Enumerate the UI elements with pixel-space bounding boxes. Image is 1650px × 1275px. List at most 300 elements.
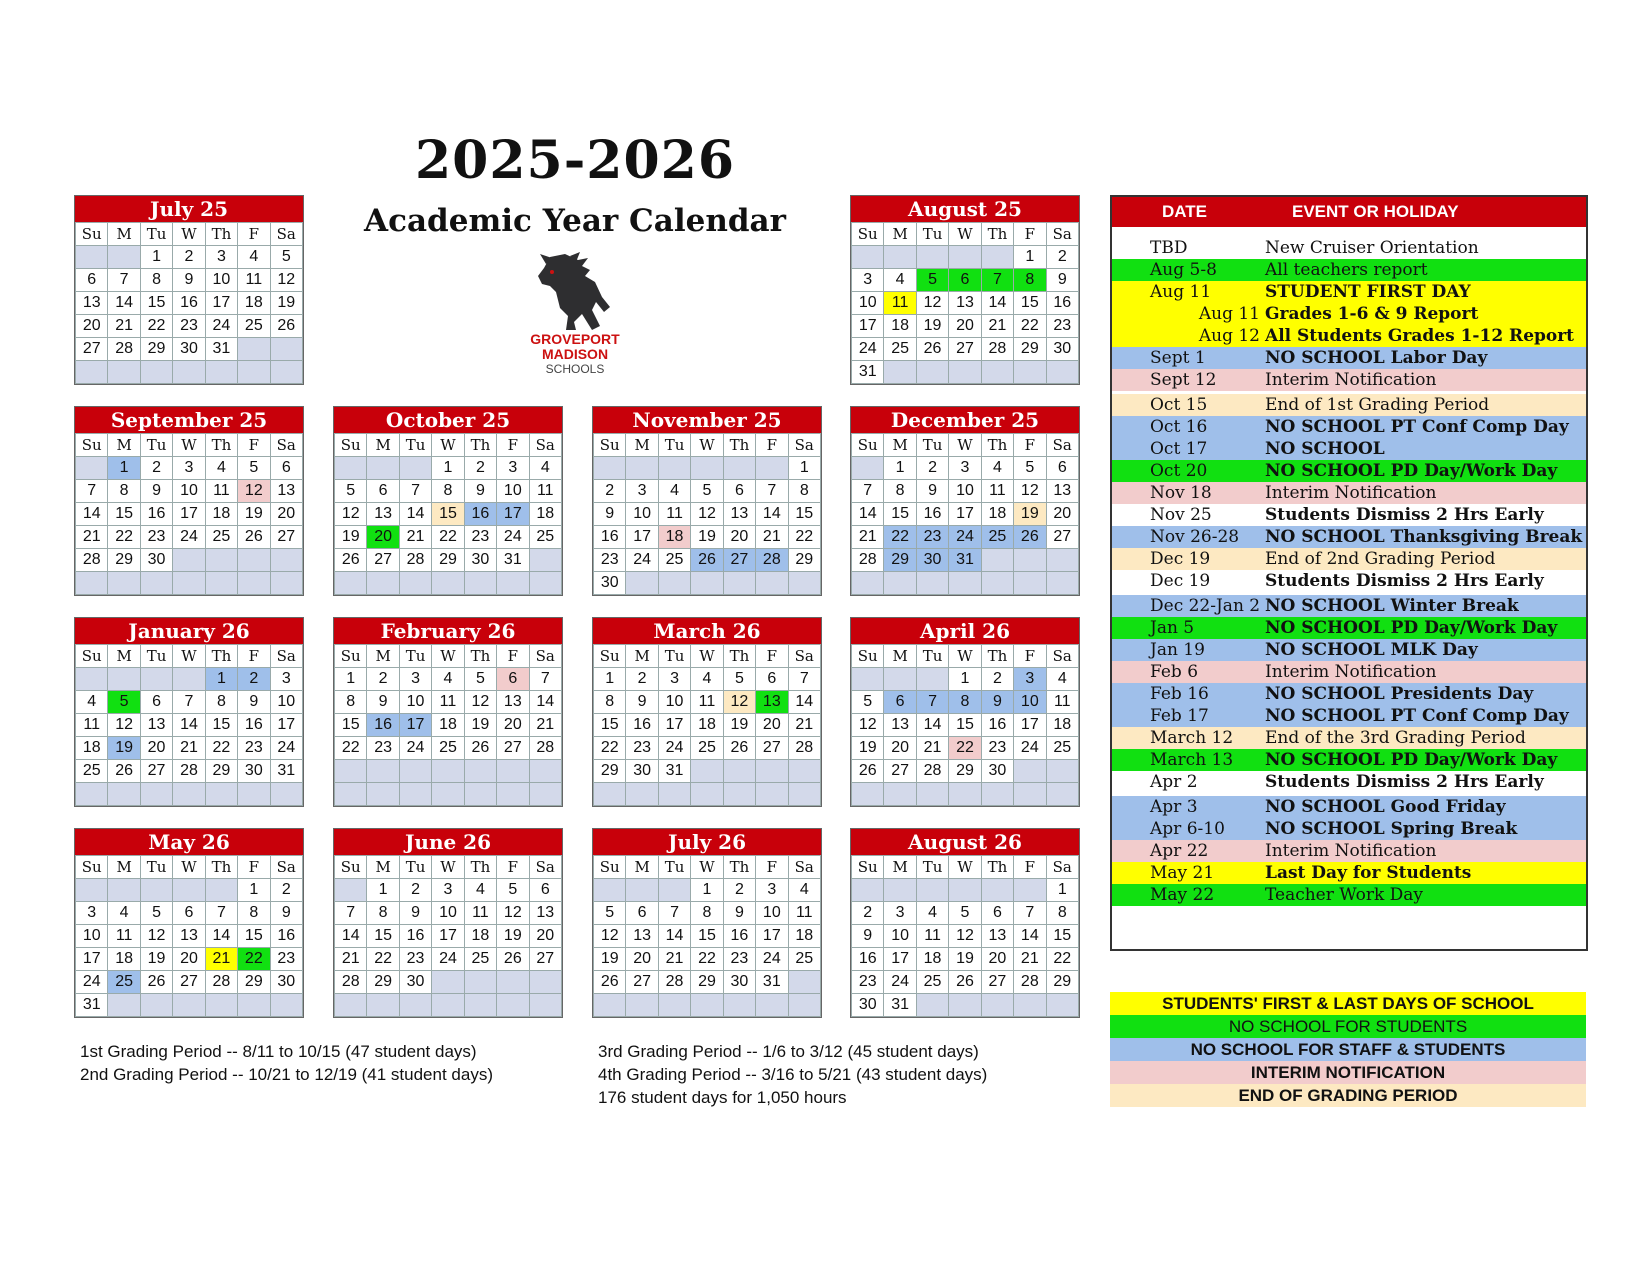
day-cell: 1 xyxy=(432,457,464,480)
event-description: Last Day for Students xyxy=(1265,863,1472,883)
day-cell: 30 xyxy=(626,760,658,783)
day-cell: 19 xyxy=(691,526,723,549)
event-row xyxy=(1112,548,1586,570)
day-cell: 13 xyxy=(949,292,981,315)
day-cell: 1 xyxy=(205,668,237,691)
empty-cell xyxy=(140,668,172,691)
day-cell: 11 xyxy=(916,925,948,948)
day-cell: 25 xyxy=(658,549,690,572)
empty-cell xyxy=(626,457,658,480)
day-cell: 2 xyxy=(723,879,755,902)
day-cell: 21 xyxy=(916,737,948,760)
day-cell: 25 xyxy=(788,948,820,971)
event-date: Feb 17 xyxy=(1150,706,1209,726)
day-cell: 30 xyxy=(399,971,431,994)
day-cell: 20 xyxy=(497,714,529,737)
events-header-date: DATE xyxy=(1162,202,1208,221)
month-calendar xyxy=(850,195,1080,385)
day-cell: 11 xyxy=(788,902,820,925)
weekday-label: Sa xyxy=(529,856,561,879)
empty-cell xyxy=(140,572,172,595)
day-cell: 7 xyxy=(108,269,140,292)
empty-cell xyxy=(949,361,981,384)
empty-cell xyxy=(852,246,884,269)
day-cell: 20 xyxy=(949,315,981,338)
empty-cell xyxy=(756,572,788,595)
day-cell: 6 xyxy=(270,457,302,480)
empty-cell xyxy=(335,783,367,806)
day-cell: 10 xyxy=(205,269,237,292)
empty-cell xyxy=(884,879,916,902)
day-cell: 14 xyxy=(981,292,1013,315)
weekday-label: Th xyxy=(205,856,237,879)
day-cell: 15 xyxy=(949,714,981,737)
event-description: NO SCHOOL xyxy=(1265,439,1385,459)
empty-cell xyxy=(173,783,205,806)
empty-cell xyxy=(76,246,108,269)
empty-cell xyxy=(335,457,367,480)
weekday-label: F xyxy=(238,856,270,879)
day-cell: 17 xyxy=(497,503,529,526)
empty-cell xyxy=(691,783,723,806)
month-title: March 26 xyxy=(593,618,821,644)
day-cell: 4 xyxy=(658,480,690,503)
day-cell: 11 xyxy=(981,480,1013,503)
weekday-label: Th xyxy=(981,434,1013,457)
weekday-label: M xyxy=(884,434,916,457)
day-cell: 30 xyxy=(238,760,270,783)
day-cell: 19 xyxy=(594,948,626,971)
day-cell: 22 xyxy=(788,526,820,549)
empty-cell xyxy=(949,246,981,269)
event-description: Teacher Work Day xyxy=(1265,885,1424,905)
day-cell: 10 xyxy=(497,480,529,503)
day-cell: 22 xyxy=(594,737,626,760)
day-cell: 22 xyxy=(691,948,723,971)
color-legend xyxy=(1110,992,1586,1107)
empty-cell xyxy=(238,361,270,384)
empty-cell xyxy=(723,783,755,806)
day-cell: 24 xyxy=(205,315,237,338)
day-cell: 5 xyxy=(464,668,496,691)
empty-cell xyxy=(1046,549,1078,572)
day-cell: 26 xyxy=(140,971,172,994)
day-cell: 15 xyxy=(205,714,237,737)
day-cell: 29 xyxy=(432,549,464,572)
day-cell: 30 xyxy=(723,971,755,994)
day-cell: 30 xyxy=(594,572,626,595)
empty-cell xyxy=(205,879,237,902)
day-cell: 23 xyxy=(723,948,755,971)
empty-cell xyxy=(626,994,658,1017)
day-cell: 18 xyxy=(1046,714,1078,737)
events-header xyxy=(1112,197,1586,227)
day-cell: 18 xyxy=(981,503,1013,526)
event-date: TBD xyxy=(1150,238,1188,258)
empty-cell xyxy=(464,994,496,1017)
day-cell: 28 xyxy=(852,549,884,572)
day-cell: 28 xyxy=(173,760,205,783)
day-cell: 22 xyxy=(884,526,916,549)
day-cell: 13 xyxy=(173,925,205,948)
day-cell: 3 xyxy=(1014,668,1046,691)
event-date: Jan 19 xyxy=(1150,640,1205,660)
empty-cell xyxy=(852,457,884,480)
event-date: Nov 18 xyxy=(1150,483,1212,503)
day-cell: 8 xyxy=(367,902,399,925)
weekday-label: Su xyxy=(594,856,626,879)
empty-cell xyxy=(108,246,140,269)
day-cell: 1 xyxy=(949,668,981,691)
day-cell: 14 xyxy=(852,503,884,526)
day-cell: 9 xyxy=(723,902,755,925)
weekday-label: Th xyxy=(205,434,237,457)
weekday-label: Th xyxy=(723,645,755,668)
day-cell: 27 xyxy=(626,971,658,994)
month-calendar xyxy=(850,617,1080,807)
empty-cell xyxy=(464,971,496,994)
events-table xyxy=(1110,195,1588,951)
day-cell: 9 xyxy=(916,480,948,503)
day-cell: 10 xyxy=(270,691,302,714)
event-date: Apr 3 xyxy=(1150,797,1198,817)
event-row xyxy=(1112,325,1586,347)
event-date: Apr 22 xyxy=(1150,841,1209,861)
weekday-label: F xyxy=(756,856,788,879)
empty-cell xyxy=(140,994,172,1017)
day-cell: 19 xyxy=(916,315,948,338)
empty-cell xyxy=(723,994,755,1017)
empty-cell xyxy=(432,783,464,806)
day-cell: 7 xyxy=(1014,902,1046,925)
event-description: Interim Notification xyxy=(1265,370,1437,390)
day-cell: 14 xyxy=(76,503,108,526)
day-cell: 25 xyxy=(981,526,1013,549)
empty-cell xyxy=(981,549,1013,572)
day-cell: 7 xyxy=(529,668,561,691)
event-row xyxy=(1112,617,1586,639)
weekday-label: Tu xyxy=(399,645,431,668)
empty-cell xyxy=(756,760,788,783)
event-description: End of the 3rd Grading Period xyxy=(1265,728,1526,748)
day-cell: 26 xyxy=(852,760,884,783)
weekday-label: Sa xyxy=(270,645,302,668)
empty-cell xyxy=(1046,994,1078,1017)
day-cell: 27 xyxy=(270,526,302,549)
day-cell: 2 xyxy=(367,668,399,691)
day-cell: 16 xyxy=(981,714,1013,737)
day-cell: 26 xyxy=(497,948,529,971)
day-cell: 17 xyxy=(852,315,884,338)
day-cell: 1 xyxy=(691,879,723,902)
grading-notes-right xyxy=(598,1040,987,1109)
day-cell: 20 xyxy=(756,714,788,737)
day-cell: 1 xyxy=(108,457,140,480)
day-cell: 17 xyxy=(949,503,981,526)
day-cell: 13 xyxy=(140,714,172,737)
day-cell: 24 xyxy=(658,737,690,760)
weekday-label: Tu xyxy=(140,645,172,668)
empty-cell xyxy=(1014,549,1046,572)
event-row xyxy=(1112,237,1586,259)
empty-cell xyxy=(432,760,464,783)
event-description: NO SCHOOL Labor Day xyxy=(1265,348,1488,368)
day-cell: 8 xyxy=(691,902,723,925)
empty-cell xyxy=(140,879,172,902)
day-cell: 18 xyxy=(238,292,270,315)
weekday-label: Sa xyxy=(1046,645,1078,668)
day-cell: 21 xyxy=(399,526,431,549)
empty-cell xyxy=(529,760,561,783)
day-cell: 3 xyxy=(884,902,916,925)
day-cell: 2 xyxy=(852,902,884,925)
event-row xyxy=(1112,570,1586,592)
day-cell: 11 xyxy=(76,714,108,737)
day-cell: 8 xyxy=(238,902,270,925)
day-cell: 5 xyxy=(594,902,626,925)
event-description: NO SCHOOL Thanksgiving Break xyxy=(1265,527,1583,547)
day-cell: 4 xyxy=(788,879,820,902)
day-cell: 9 xyxy=(270,902,302,925)
day-cell: 29 xyxy=(1014,338,1046,361)
event-date: Jan 5 xyxy=(1150,618,1195,638)
day-cell: 4 xyxy=(205,457,237,480)
empty-cell xyxy=(173,549,205,572)
day-cell: 10 xyxy=(658,691,690,714)
event-description: NO SCHOOL Spring Break xyxy=(1265,819,1518,839)
weekday-label: M xyxy=(626,645,658,668)
day-cell: 10 xyxy=(626,503,658,526)
weekday-label: Tu xyxy=(399,856,431,879)
empty-cell xyxy=(1014,760,1046,783)
day-cell: 7 xyxy=(335,902,367,925)
month-calendar xyxy=(592,617,822,807)
grading-note: 176 student days for 1,050 hours xyxy=(598,1088,847,1107)
empty-cell xyxy=(884,246,916,269)
day-cell: 18 xyxy=(658,526,690,549)
event-row xyxy=(1112,796,1586,818)
day-cell: 17 xyxy=(205,292,237,315)
day-cell: 5 xyxy=(270,246,302,269)
weekday-label: Tu xyxy=(658,645,690,668)
empty-cell xyxy=(76,668,108,691)
day-cell: 8 xyxy=(432,480,464,503)
day-cell: 16 xyxy=(723,925,755,948)
event-description: All teachers report xyxy=(1265,260,1428,280)
weekday-label: M xyxy=(108,434,140,457)
day-cell: 15 xyxy=(367,925,399,948)
day-cell: 16 xyxy=(626,714,658,737)
empty-cell xyxy=(884,572,916,595)
event-description: NO SCHOOL Presidents Day xyxy=(1265,684,1534,704)
day-cell: 13 xyxy=(626,925,658,948)
day-cell: 17 xyxy=(76,948,108,971)
day-cell: 27 xyxy=(367,549,399,572)
event-row xyxy=(1112,862,1586,884)
day-cell: 22 xyxy=(1014,315,1046,338)
day-cell: 10 xyxy=(432,902,464,925)
event-date: Aug 12 xyxy=(1198,326,1260,346)
day-cell: 24 xyxy=(756,948,788,971)
day-cell: 23 xyxy=(1046,315,1078,338)
empty-cell xyxy=(981,879,1013,902)
empty-cell xyxy=(884,783,916,806)
day-cell: 6 xyxy=(529,879,561,902)
event-description: Students Dismiss 2 Hrs Early xyxy=(1265,772,1544,792)
event-row xyxy=(1112,259,1586,281)
empty-cell xyxy=(270,549,302,572)
empty-cell xyxy=(367,457,399,480)
event-row xyxy=(1112,303,1586,325)
day-cell: 23 xyxy=(852,971,884,994)
weekday-label: Sa xyxy=(529,645,561,668)
event-date: Sept 1 xyxy=(1150,348,1206,368)
month-title: January 26 xyxy=(75,618,303,644)
day-cell: 5 xyxy=(238,457,270,480)
event-description: NO SCHOOL PD Day/Work Day xyxy=(1265,750,1558,770)
weekday-label: Tu xyxy=(140,223,172,246)
empty-cell xyxy=(238,783,270,806)
weekday-label: Th xyxy=(981,856,1013,879)
empty-cell xyxy=(76,457,108,480)
empty-cell xyxy=(788,994,820,1017)
day-cell: 10 xyxy=(173,480,205,503)
day-cell: 9 xyxy=(173,269,205,292)
event-row xyxy=(1112,281,1586,303)
weekday-label: Tu xyxy=(916,856,948,879)
day-cell: 20 xyxy=(981,948,1013,971)
day-cell: 6 xyxy=(140,691,172,714)
day-cell: 10 xyxy=(399,691,431,714)
empty-cell xyxy=(173,994,205,1017)
day-cell: 19 xyxy=(108,737,140,760)
day-cell: 24 xyxy=(270,737,302,760)
day-cell: 4 xyxy=(108,902,140,925)
grading-note: 1st Grading Period -- 8/11 to 10/15 (47 student days) xyxy=(80,1042,477,1061)
day-cell: 29 xyxy=(691,971,723,994)
day-cell: 20 xyxy=(1046,503,1078,526)
day-cell: 1 xyxy=(1014,246,1046,269)
day-cell: 11 xyxy=(432,691,464,714)
day-cell: 6 xyxy=(884,691,916,714)
day-cell: 26 xyxy=(691,549,723,572)
weekday-label: W xyxy=(949,223,981,246)
day-cell: 18 xyxy=(916,948,948,971)
weekday-label: Su xyxy=(852,434,884,457)
day-cell: 11 xyxy=(691,691,723,714)
day-cell: 20 xyxy=(76,315,108,338)
weekday-label: F xyxy=(238,223,270,246)
day-cell: 7 xyxy=(658,902,690,925)
weekday-label: Su xyxy=(852,223,884,246)
day-cell: 2 xyxy=(981,668,1013,691)
empty-cell xyxy=(1014,572,1046,595)
day-cell: 19 xyxy=(238,503,270,526)
day-cell: 16 xyxy=(140,503,172,526)
weekday-label: Th xyxy=(981,223,1013,246)
day-cell: 13 xyxy=(723,503,755,526)
day-cell: 18 xyxy=(464,925,496,948)
day-cell: 2 xyxy=(916,457,948,480)
empty-cell xyxy=(432,971,464,994)
day-cell: 23 xyxy=(238,737,270,760)
weekday-label: Su xyxy=(594,434,626,457)
event-row xyxy=(1112,639,1586,661)
empty-cell xyxy=(529,549,561,572)
day-cell: 23 xyxy=(464,526,496,549)
event-row xyxy=(1112,683,1586,705)
empty-cell xyxy=(497,971,529,994)
day-cell: 31 xyxy=(658,760,690,783)
day-cell: 30 xyxy=(270,971,302,994)
empty-cell xyxy=(529,971,561,994)
empty-cell xyxy=(76,572,108,595)
day-cell: 3 xyxy=(852,269,884,292)
day-cell: 26 xyxy=(723,737,755,760)
day-cell: 31 xyxy=(949,549,981,572)
event-row xyxy=(1112,840,1586,862)
day-cell: 4 xyxy=(916,902,948,925)
day-cell: 1 xyxy=(335,668,367,691)
event-date: Sept 12 xyxy=(1150,370,1217,390)
month-title: April 26 xyxy=(851,618,1079,644)
weekday-label: Th xyxy=(723,434,755,457)
empty-cell xyxy=(788,783,820,806)
day-cell: 21 xyxy=(173,737,205,760)
day-cell: 14 xyxy=(205,925,237,948)
event-description: NO SCHOOL PD Day/Work Day xyxy=(1265,461,1558,481)
day-cell: 15 xyxy=(1046,925,1078,948)
day-cell: 26 xyxy=(1014,526,1046,549)
day-cell: 14 xyxy=(756,503,788,526)
day-cell: 3 xyxy=(497,457,529,480)
day-cell: 8 xyxy=(594,691,626,714)
day-cell: 17 xyxy=(756,925,788,948)
day-cell: 29 xyxy=(140,338,172,361)
day-cell: 10 xyxy=(852,292,884,315)
day-cell: 26 xyxy=(464,737,496,760)
weekday-label: Th xyxy=(723,856,755,879)
day-cell: 3 xyxy=(626,480,658,503)
day-cell: 27 xyxy=(723,549,755,572)
calendar-title: 2025-2026 xyxy=(414,130,736,191)
month-calendar xyxy=(850,406,1080,596)
empty-cell xyxy=(205,549,237,572)
day-cell: 18 xyxy=(788,925,820,948)
logo-text-1: GROVEPORT xyxy=(530,331,620,347)
day-cell: 3 xyxy=(399,668,431,691)
grading-note: 3rd Grading Period -- 1/6 to 3/12 (45 student days) xyxy=(598,1042,979,1061)
day-cell: 4 xyxy=(529,457,561,480)
event-description: End of 2nd Grading Period xyxy=(1265,549,1496,569)
empty-cell xyxy=(916,572,948,595)
event-description: New Cruiser Orientation xyxy=(1265,238,1479,258)
day-cell: 20 xyxy=(270,503,302,526)
event-description: NO SCHOOL PT Conf Comp Day xyxy=(1265,706,1569,726)
day-cell: 24 xyxy=(949,526,981,549)
day-cell: 6 xyxy=(981,902,1013,925)
empty-cell xyxy=(1046,783,1078,806)
event-row xyxy=(1112,771,1586,793)
day-cell: 3 xyxy=(205,246,237,269)
month-calendar xyxy=(74,406,304,596)
day-cell: 5 xyxy=(916,269,948,292)
weekday-label: M xyxy=(884,645,916,668)
day-cell: 30 xyxy=(1046,338,1078,361)
empty-cell xyxy=(335,760,367,783)
empty-cell xyxy=(884,361,916,384)
day-cell: 11 xyxy=(1046,691,1078,714)
